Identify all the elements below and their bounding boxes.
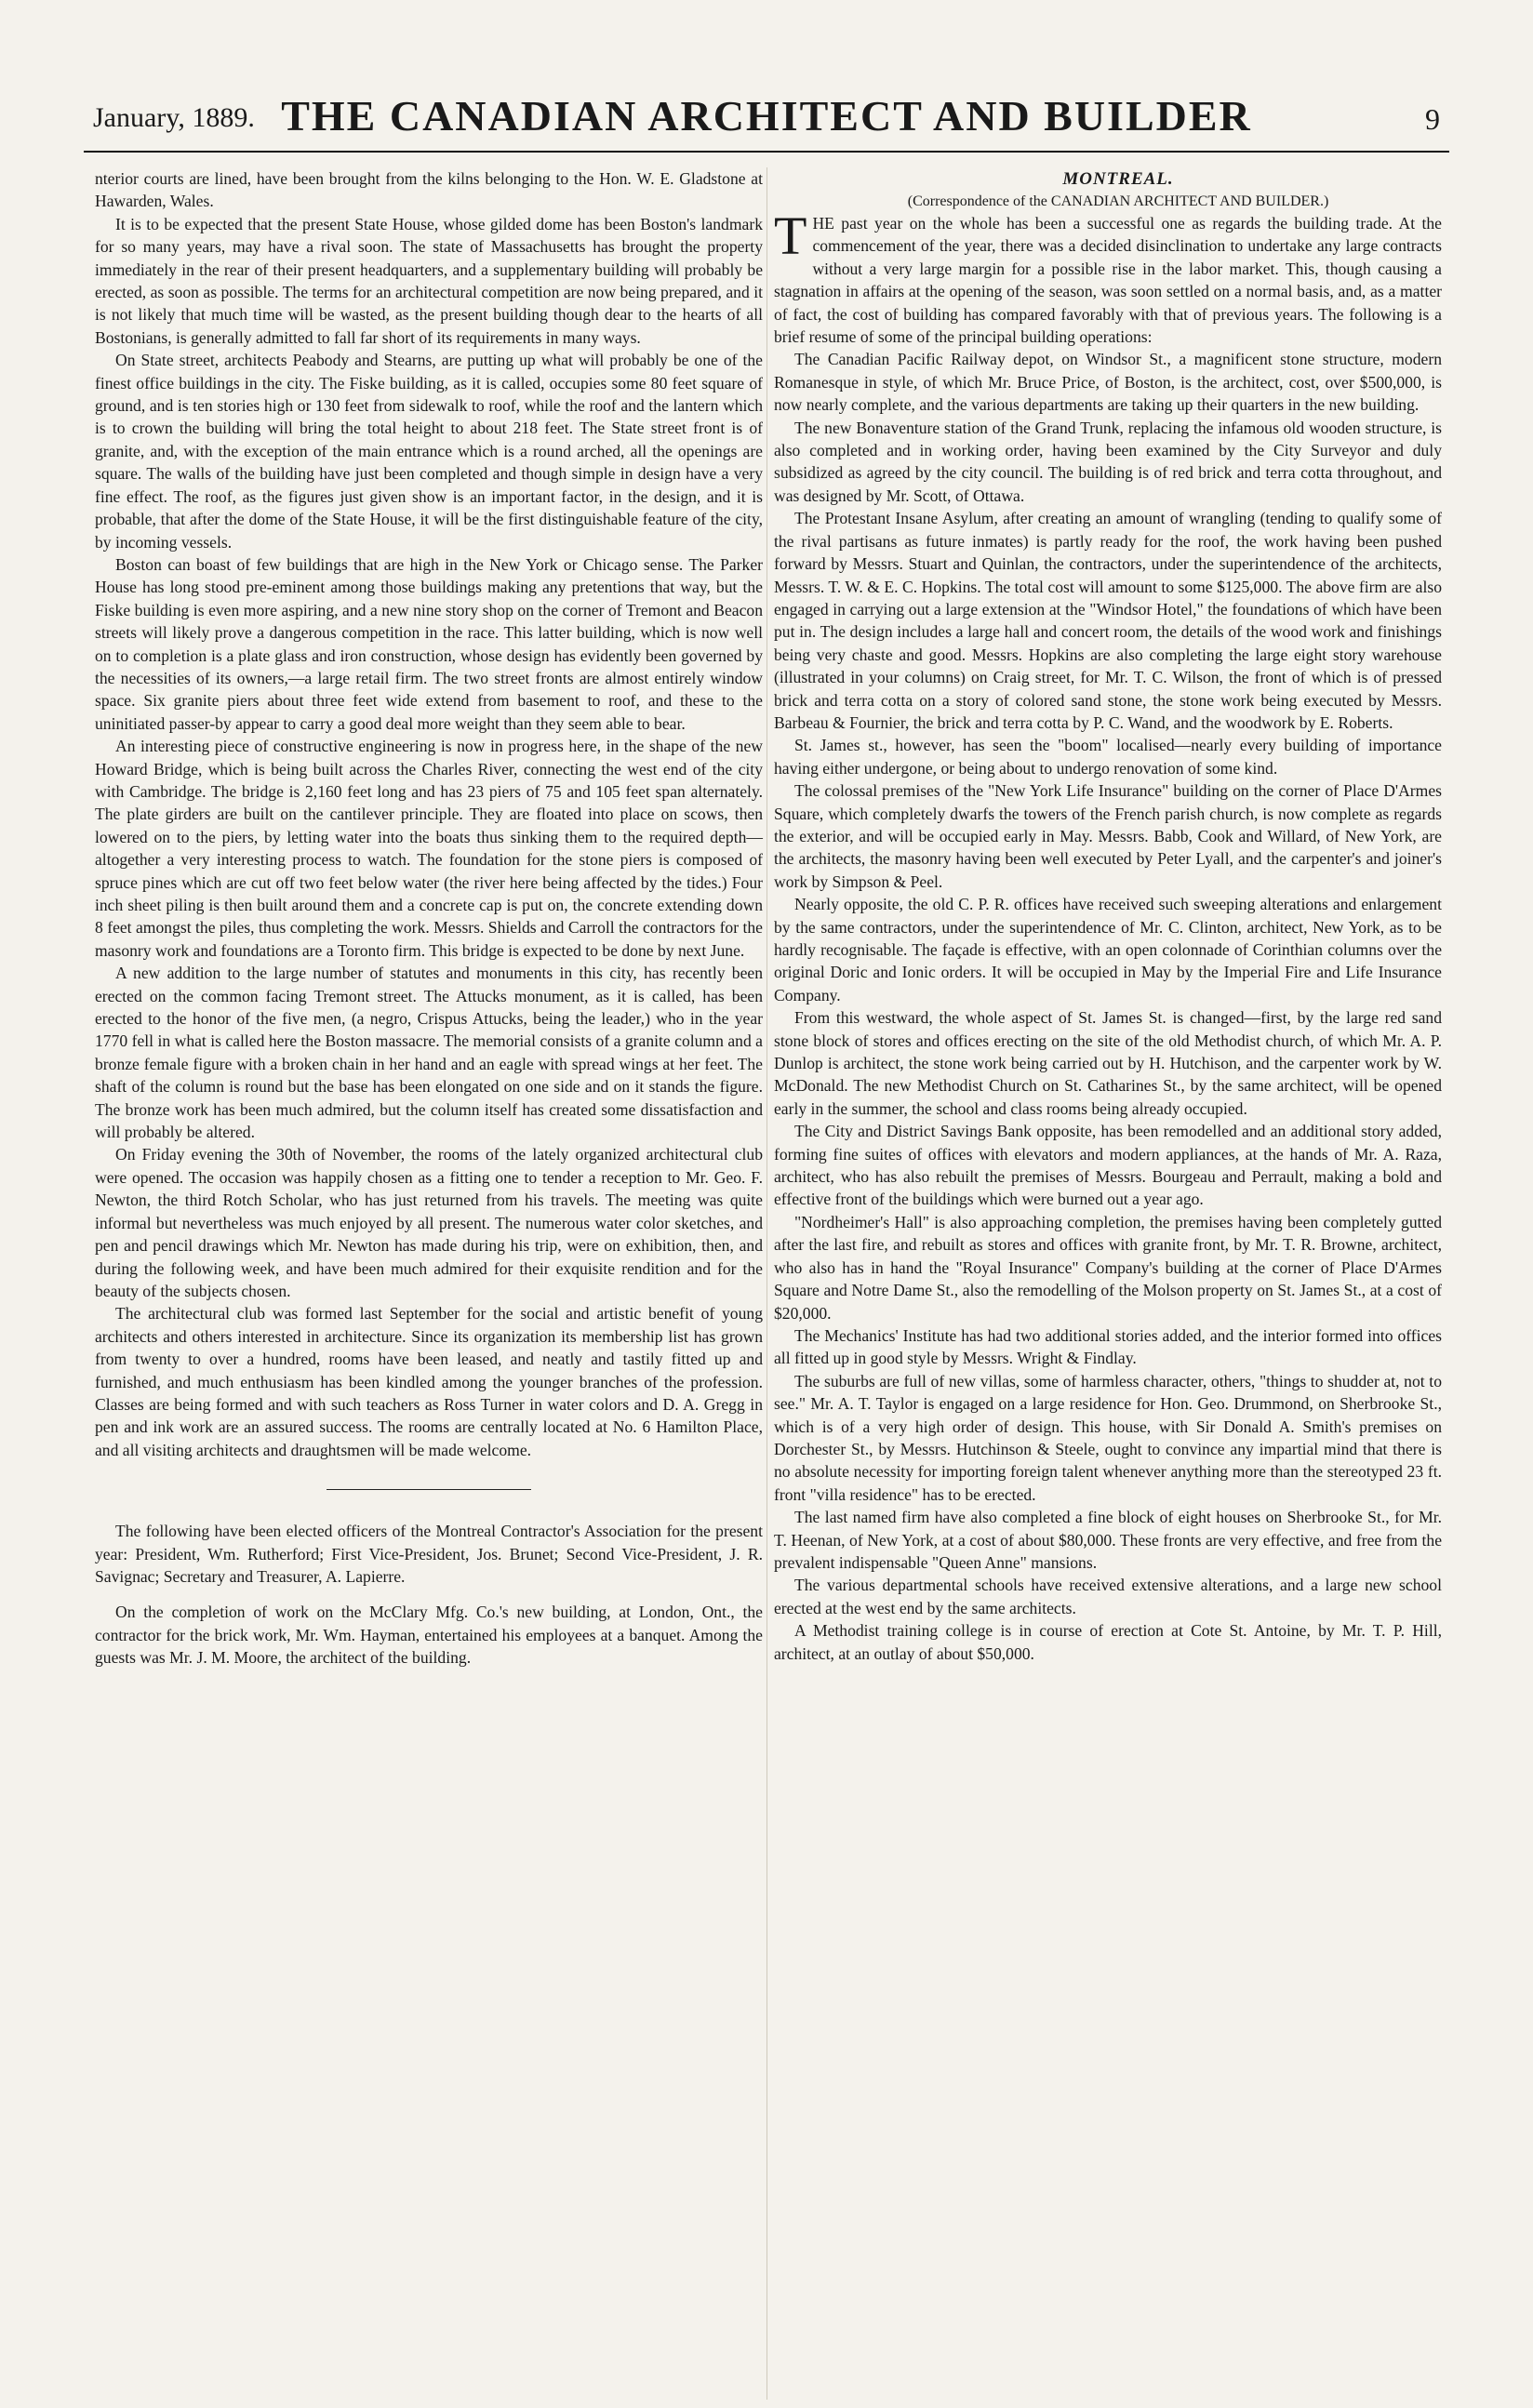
news-note: On the completion of work on the McClary Mfg. Co.'s new building, at London, Ont., the contractor for the brick work, Mr. Wm. Hayman, entertained his employees at a banquet. Among the guests was Mr. J. M. Moore, the architect of the building. [95, 1603, 763, 1668]
section-divider [327, 1489, 531, 1490]
article-paragraph: From this westward, the whole aspect of St. James St. is changed—first, by the large red sand stone block of stores and offices erecting on the site of the old Methodist church, of which Mr. A. P. Dunlop is architect, the stone work being carried out by H. Hutchison, and the carpenter work by W. McDonald. The new Methodist Church on St. Catharines St., by the same architect, will be opened early in the summer, the school and class rooms being already occupied. [774, 1008, 1442, 1118]
lead-paragraph-text: HE past year on the whole has been a successful one as regards the building trade. At the commencement of the year, there was a decided disinclination to undertake any large contracts without a very large margin for a possible rise in the labor market. This, though causing a stagnation in affairs at the opening of the season, was soon settled on a normal basis, and, as a matter of fact, the cost of building has compared favorably with that of previous years. The following is a brief resume of some of the principal building operations: [774, 214, 1442, 347]
article-paragraph: A new addition to the large number of statutes and monuments in this city, has recently been erected on the common facing Tremont street. The Attucks monument, as it is called, has been erected to the honor of the five men, (a negro, Crispus Attucks, being the leader,) who in the year 1770 fell in what is called here the Boston massacre. The memorial consists of a granite column and a bronze female figure with a broken chain in her hand and an eagle with spread wings at her feet. The shaft of the column is round but the base has been elongated on one side and on it stands the figure. The bronze work has been much admired, but the column itself has created some dissatisfaction and will probably be altered. [95, 964, 763, 1142]
article-paragraph: The new Bonaventure station of the Grand Trunk, replacing the infamous old wooden structure, is also completed and in working order, having been examined by the City Surveyor and duly subsidized as agreed by the city council. The building is of red brick and terra cotta throughout, and was designed by Mr. Scott, of Ottawa. [774, 418, 1442, 505]
left-column [95, 167, 763, 1670]
article-paragraph: St. James st., however, has seen the "boom" localised—nearly every building of importance having either undergone, or being about to undergo renovation of some kind. [774, 736, 1442, 778]
section-subtitle: (Correspondence of the CANADIAN ARCHITECT AND BUILDER.) [907, 193, 1329, 209]
article-paragraph: The architectural club was formed last September for the social and artistic benefit of young architects and others interested in architecture. Since its organization its membership list has grown from twenty to over a hundred, rooms have been leased, and neatly and tastily fitted up and furnished, and much enthusiasm has been kindled among the younger branches of the profession. Classes are being formed and with such teachers as Ross Turner in water colors and D. A. Gregg in pen and ink work are an assured success. The rooms are centrally located at No. 6 Hamilton Place, and all visiting architects and draughtsmen will be made welcome. [95, 1304, 763, 1459]
article-paragraph: The last named firm have also completed a fine block of eight houses on Sherbrooke St., for Mr. T. Heenan, of New York, at a cost of about $80,000. These fronts are very effective, and free from the prevalent indispensable "Queen Anne" mansions. [774, 1508, 1442, 1572]
right-column [774, 167, 1442, 1665]
lead-paragraph [774, 206, 1442, 348]
article-paragraph: "Nordheimer's Hall" is also approaching completion, the premises having been completely gutted after the last fire, and rebuilt as stores and offices with granite front, by Mr. T. R. Browne, architect, who also has in hand the "Royal Insurance" Company's building at the corner of Place D'Armes Square and Notre Dame St., also the remodelling of the Molson property on St. James St., at a cost of $20,000. [774, 1212, 1442, 1323]
masthead [84, 86, 1449, 153]
news-note: The following have been elected officers of the Montreal Contractor's Association for the present year: President, Wm. Rutherford; First Vice-President, Jos. Brunet; Second Vice-President, J. R. Savignac; Secretary and Treasurer, A. Lapierre. [95, 1522, 763, 1586]
article-paragraph: Nearly opposite, the old C. P. R. offices have received such sweeping alterations and enlargement by the same contractors, under the superintendence of Mr. C. Clinton, architect, New York, as to be hardly recognisable. The façade is effective, with an open colonnade of Corinthian columns over the original Doric and Ionic orders. It will be occupied in May by the Imperial Fire and Life Insurance Company. [774, 895, 1442, 1004]
article-paragraph: The Mechanics' Institute has had two additional stories added, and the interior formed into offices all fitted up in good style by Messrs. Wright & Findlay. [774, 1325, 1442, 1368]
column-divider [766, 167, 767, 2400]
article-paragraph: The Protestant Insane Asylum, after creating an amount of wrangling (tending to qualify some of the rival partisans as future inmates) is partly ready for the roof, the work having been pushed forward by Messrs. Stuart and Quinlan, the contractors, under the superintendence of the architects, Messrs. T. W. & E. C. Hopkins. The total cost will amount to some $125,000. The above firm are also engaged in carrying out a large extension at the "Windsor Hotel," the foundations of which have been put in. The design includes a large hall and concert room, the details of the wood work and finishings being very chaste and good. Messrs. Hopkins are also completing the large eight story warehouse (illustrated in your columns) on Craig street, for Mr. T. C. Wilson, the front of which is of pressed brick and terra cotta on a story of colored sand stone, the stone work being executed by Messrs. Barbeau & Fournier, the brick and terra cotta by P. C. Wand, and the woodwork by E. Roberts. [774, 509, 1442, 732]
article-paragraph: The various departmental schools have received extensive alterations, and a large new school erected at the west end by the same architects. [774, 1576, 1442, 1617]
article-paragraph: It is to be expected that the present State House, whose gilded dome has been Boston's landmark for so many years, may have a rival soon. The state of Massachusetts has brought the property immediately in the rear of their present headquarters, and a supplementary building will probably be erected, as soon as possible. The terms for an architectural competition are now being prepared, and it is not likely that much time will be wasted, as the present building though dear to the hearts of all Bostonians, is generally admitted to fall far short of its requirements in many ways. [95, 214, 763, 347]
article-paragraph: The suburbs are full of new villas, some of harmless character, others, "things to shudder at, not to see." Mr. A. T. Taylor is engaged on a large residence for Hon. Geo. Drummond, on Sherbrooke St., which is of a very high order of design. This house, with Sir Donald A. Smith's premises on Dorchester St., by Messrs. Hutchinson & Steele, ought to convince any impartial mind that there is no absolute necessity for importing foreign talent whenever anything more than the stereotyped 23 ft. front "villa residence" has to be erected. [774, 1371, 1442, 1504]
article-paragraph: nterior courts are lined, have been brought from the kilns belonging to the Hon. W. E. Gladstone at Hawarden, Wales. [95, 169, 763, 211]
article-paragraph: On State street, architects Peabody and Stearns, are putting up what will probably be one of the finest office buildings in the city. The Fiske building, as it is called, occupies some 80 feet square of ground, and is ten stories high or 130 feet from sidewalk to roof, while the roof and the lantern which is to crown the building will bring the total height to about 218 feet. The State street front is of granite, and, with the exception of the main entrance which is a round arched, all the openings are square. The walls of the building have just been completed and though simple in design have a very fine effect. The roof, as the figures just given show is an important factor, in the design, and it is probable, that after the dome of the State House, it will be the first distinguishable feature of the city, by incoming vessels. [95, 351, 763, 552]
issue-date: January, 1889. [93, 102, 255, 133]
article-paragraph: On Friday evening the 30th of November, the rooms of the lately organized architectural club were opened. The occasion was happily chosen as a fitting one to tender a reception to Mr. Geo. F. Newton, the third Rotch Scholar, who has just returned from his travels. The meeting was quite informal but nevertheless was much enjoyed by all present. The numerous water color sketches, and pen and pencil drawings which Mr. Newton has made during his trip, were on exhibition, then, and during the following week, and have been much admired for their exquisite rendition and for the beauty of the subjects chosen. [95, 1145, 763, 1300]
article-paragraph: An interesting piece of constructive engineering is now in progress here, in the shape of the new Howard Bridge, which is being built across the Charles River, connecting the west end of the city with Cambridge. The bridge is 2,160 feet long and has 23 piers of 75 and 105 feet span alternately. The plate girders are built on the cantilever principle. They are floated into place on scows, then lowered on to the piers, by letting water into the boats thus sinking them to the required depth—altogether a very interesting process to watch. The foundation for the stone piers is composed of spruce pines which are cut off two feet below water (the river here being affected by the tides.) Four inch sheet piling is then built around them and a concrete cap is put on, the concrete extending down 8 feet amongst the piles, thus completing the work. Messrs. Shields and Carroll the contractors for the masonry work and foundations are a Toronto firm. This bridge is expected to be done by next June. [95, 737, 763, 960]
article-paragraph: The Canadian Pacific Railway depot, on Windsor St., a magnificent stone structure, modern Romanesque in style, of which Mr. Bruce Price, of Boston, is the architect, cost, over $500,000, is now nearly complete, and the various departments are taking up their quarters in the new building. [774, 350, 1442, 415]
drop-cap: T [774, 206, 807, 266]
page-number: 9 [1425, 102, 1440, 136]
section-title: MONTREAL. [1062, 169, 1174, 189]
article-paragraph: Boston can boast of few buildings that are high in the New York or Chicago sense. The Parker House has long stood pre-eminent among those buildings making any pretentions that way, but the Fiske building is even more aspiring, and a new nine story shop on the corner of Tremont and Beacon streets will likely prove a dangerous competition in the race. This latter building, which is now well on to completion is a plate glass and iron construction, whose design has evidently been governed by the necessities of its owners,—a large retail firm. The two street fronts are almost entirely window space. Six granite piers about three feet wide extend from basement to roof, and these to the uninitiated passer-by appear to carry a good deal more weight than they seem able to bear. [95, 554, 763, 733]
publication-title: THE CANADIAN ARCHITECT AND BUILDER [281, 92, 1252, 140]
article-paragraph: The City and District Savings Bank opposite, has been remodelled and an additional story added, forming fine suites of offices with elevators and modern appliances, at the hands of Mr. A. Raza, architect, who has also rebuilt the premises of Messrs. Bourgeau and Perrault, making a bold and effective front of the buildings which were burned out a year ago. [774, 1122, 1442, 1209]
article-paragraph: A Methodist training college is in course of erection at Cote St. Antoine, by Mr. T. P. Hill, architect, at an outlay of about $50,000. [774, 1621, 1442, 1663]
article-paragraph: The colossal premises of the "New York Life Insurance" building on the corner of Place D'Armes Square, which completely dwarfs the towers of the French parish church, is now complete as regards the exterior, and will be occupied early in May. Messrs. Babb, Cook and Willard, of New York, are the architects, the masonry having been well executed by Peter Lyall, and the carpenter's and joiner's work by Simpson & Peel. [774, 781, 1442, 891]
